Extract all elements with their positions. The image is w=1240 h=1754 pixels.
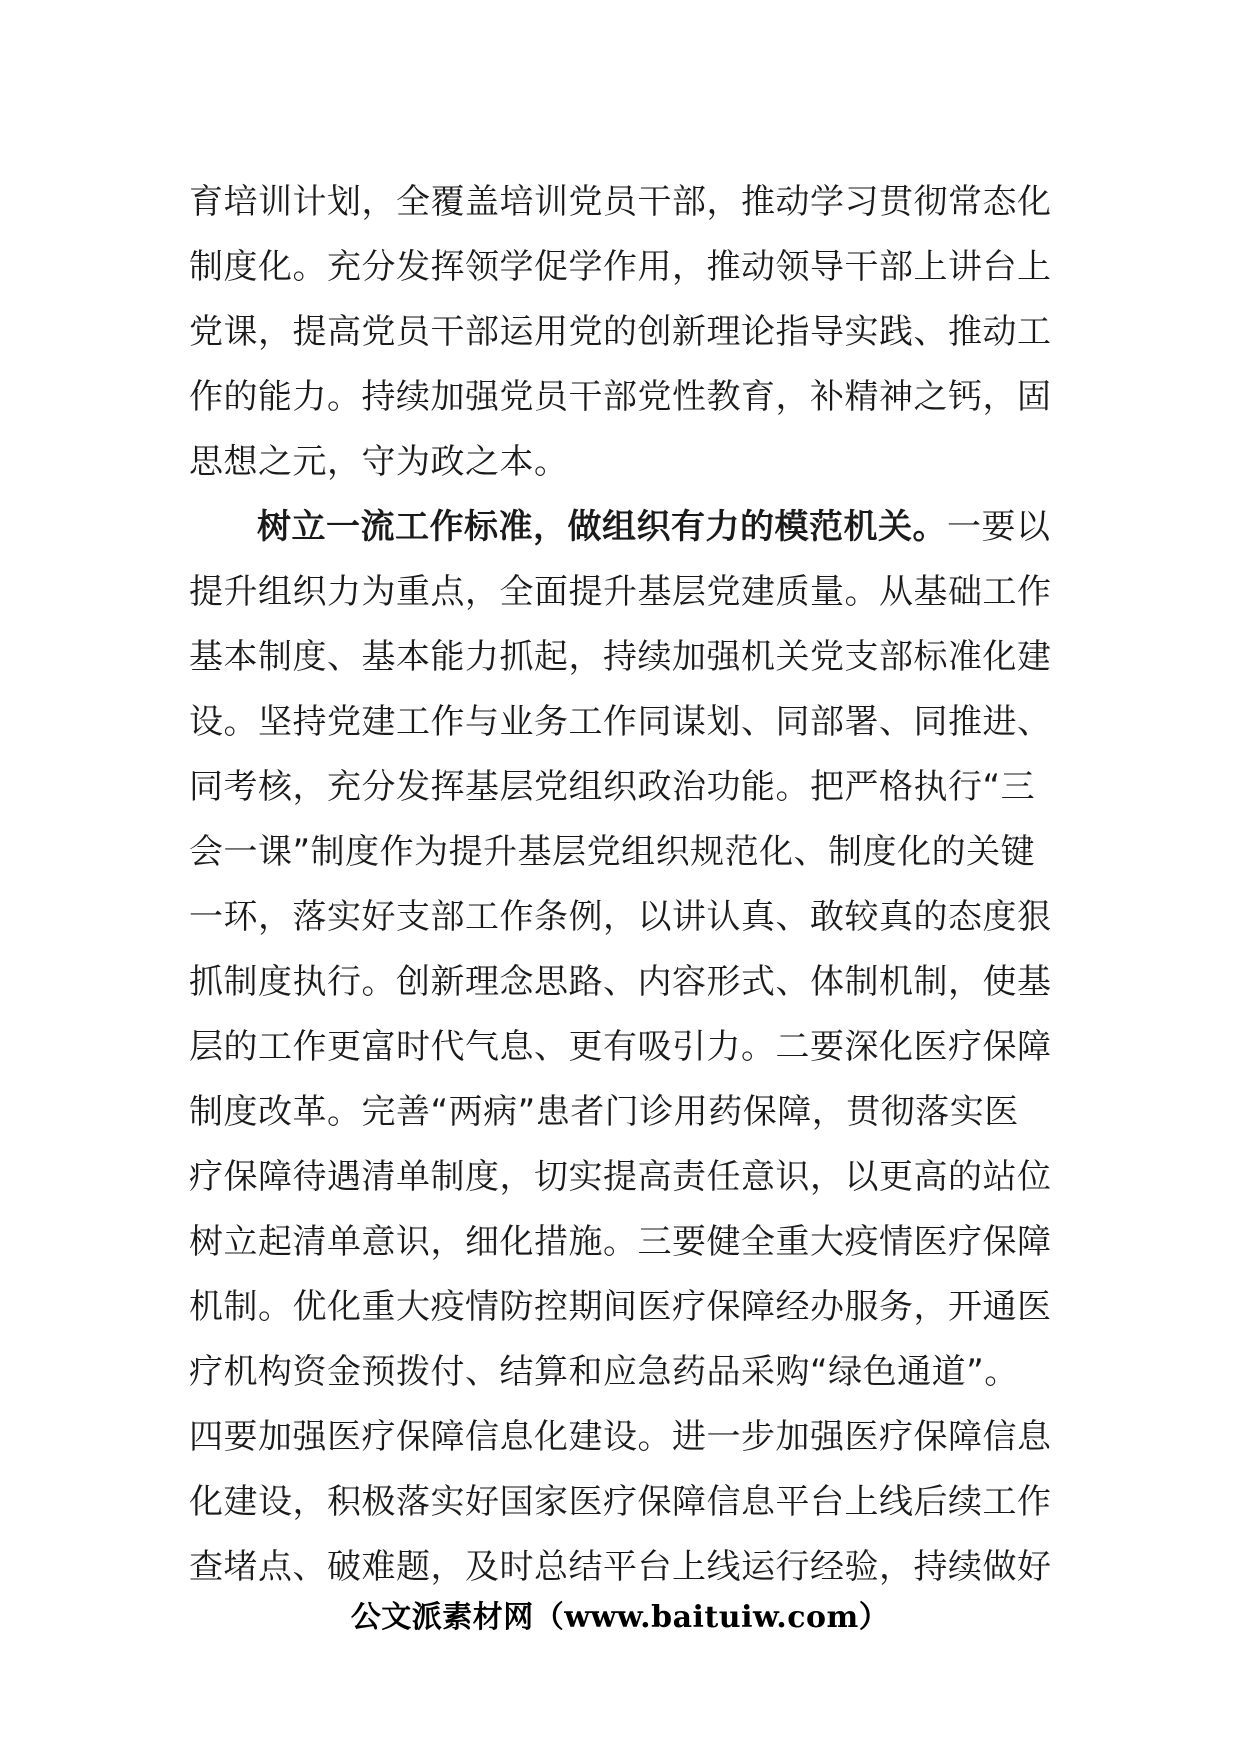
page-footer: 公文派素材网（www.baituiw.com） (350, 1600, 890, 1635)
text-line: 制度化。充分发挥领学促学作用，推动领导干部上讲台上 (189, 247, 1052, 287)
text-line: 疗机构资金预拨付、结算和应急药品采购“绿色通道”。 (189, 1352, 1019, 1392)
text-line: 提升组织力为重点，全面提升基层党建质量。从基础工作 (189, 572, 1052, 612)
text-line: 疗保障待遇清单制度，切实提高责任意识，以更高的站位 (189, 1157, 1052, 1197)
text-line: 基本制度、基本能力抓起，持续加强机关党支部标准化建 (189, 637, 1052, 677)
text-line: 查堵点、破难题，及时总结平台上线运行经验，持续做好 (189, 1547, 1052, 1587)
text-line: 层的工作更富时代气息、更有吸引力。二要深化医疗保障 (189, 1027, 1052, 1067)
text-line: 一环，落实好支部工作条例，以讲认真、敢较真的态度狠 (189, 897, 1052, 937)
text-line: 抓制度执行。创新理念思路、内容形式、体制机制，使基 (189, 962, 1052, 1002)
text-line: 同考核，充分发挥基层党组织政治功能。把严格执行“三 (189, 767, 1036, 807)
text-line: 会一课”制度作为提升基层党组织规范化、制度化的关键 (189, 832, 1036, 872)
text-line: 设。坚持党建工作与业务工作同谋划、同部署、同推进、 (189, 702, 1052, 742)
text-line: 机制。优化重大疫情防控期间医疗保障经办服务，开通医 (189, 1287, 1052, 1327)
text-line: 育培训计划，全覆盖培训党员干部，推动学习贯彻常态化 (189, 182, 1052, 222)
text-line: 化建设，积极落实好国家医疗保障信息平台上线后续工作 (189, 1482, 1052, 1522)
paragraph-heading: 树立一流工作标准，做组织有力的模范机关。 (257, 507, 947, 547)
text-line: 四要加强医疗保障信息化建设。进一步加强医疗保障信息 (189, 1417, 1052, 1457)
paragraph-lead-text: 一要以 (947, 507, 1051, 547)
text-line: 思想之元，守为政之本。 (189, 442, 569, 482)
text-line: 党课，提高党员干部运用党的创新理论指导实践、推动工 (189, 312, 1052, 352)
text-line: 树立起清单意识，细化措施。三要健全重大疫情医疗保障 (189, 1222, 1052, 1262)
paragraph-first-line (189, 495, 1051, 560)
text-line: 制度改革。完善“两病”患者门诊用药保障，贯彻落实医 (189, 1092, 1019, 1132)
text-line: 作的能力。持续加强党员干部党性教育，补精神之钙，固 (189, 377, 1052, 417)
body-text (189, 170, 1051, 1600)
